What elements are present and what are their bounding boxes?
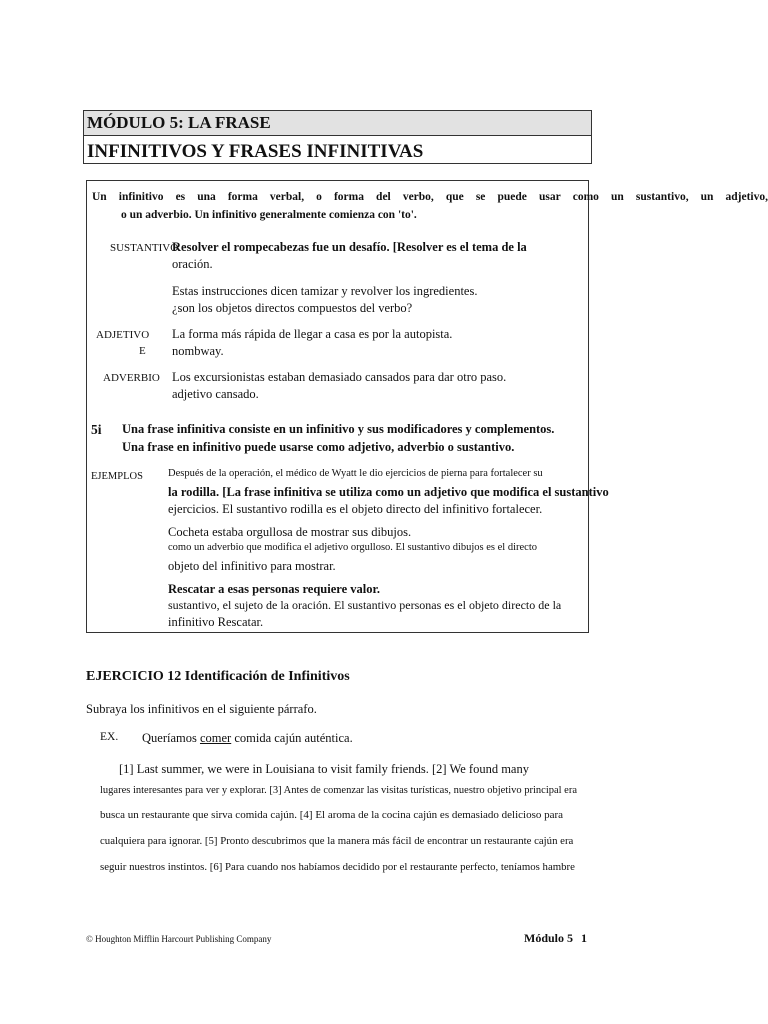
intro-word: o <box>316 191 322 203</box>
ejemplo1-line-3: ejercicios. El sustantivo rodilla es el objeto directo del infinitivo fortalecer. <box>168 502 543 516</box>
paragraph-line-5: seguir nuestros instintos. [6] Para cuando nos habíamos decidido por el restaurante perfecto, teníamos hambre <box>100 861 575 873</box>
exercise-title: EJERCICIO 12 Identificación de Infinitivos <box>86 669 350 684</box>
paragraph-line-4: cualquiera para ignorar. [5] Pronto descubrimos que la manera más fácil de encontrar un restaurante cajún era <box>100 835 574 847</box>
adjetivo-example-line-1: La forma más rápida de llegar a casa es por la autopista. <box>172 327 453 341</box>
exercise-instruction: Subraya los infinitivos en el siguiente párrafo. <box>86 702 317 716</box>
sustantivo-example-line-1: Resolver el rompecabezas fue un desafío. [Resolver es el tema de la <box>172 240 527 254</box>
label-ejemplos: EJEMPLOS <box>91 471 143 482</box>
sustantivo-example-line-2: oración. <box>172 257 213 271</box>
paragraph-line-2: lugares interesantes para ver y explorar. [3] Antes de comenzar las visitas turísticas, nuestro objetivo principal era <box>100 785 578 796</box>
intro-word: como <box>572 191 599 203</box>
intro-word: una <box>197 191 216 203</box>
intro-word: sustantivo, <box>635 191 689 203</box>
label-adverbio: ADVERBIO <box>103 372 160 384</box>
ex-label: EX. <box>100 731 119 743</box>
sustantivo2-line-2: ¿son los objetos directos compuestos del verbo? <box>172 301 413 315</box>
copyright-notice: © Houghton Mifflin Harcourt Publishing Company <box>86 934 272 944</box>
rule-line-1: Una frase infinitiva consiste en un infinitivo y sus modificadores y complementos. <box>122 422 555 436</box>
footer-module: Módulo 5 <box>524 931 574 945</box>
ejemplo3-line-2: sustantivo, el sujeto de la oración. El sustantivo personas es el objeto directo de la <box>168 598 562 612</box>
label-sustantivo: SUSTANTIVO <box>110 242 179 254</box>
intro-word: usar <box>538 191 561 203</box>
paragraph-line-1: [1] Last summer, we were in Louisiana to visit family friends. [2] We found many <box>119 762 529 776</box>
ex-sentence <box>142 731 353 746</box>
adverbio-example-line-2: adjetivo cansado. <box>172 387 259 401</box>
page-number: 1 <box>581 931 587 945</box>
intro-word: un <box>611 191 624 203</box>
intro-word: verbo, <box>402 191 434 203</box>
adjetivo-example-line-2: nombway. <box>172 344 224 358</box>
ejemplo1-line-1: Después de la operación, el médico de Wyatt le dio ejercicios de pierna para fortalecer su <box>168 468 543 479</box>
label-adjetivo-wrap: E <box>139 345 146 357</box>
intro-word: adjetivo, <box>725 191 768 203</box>
module-header <box>83 110 592 164</box>
ex-sentence-before: Queríamos <box>142 731 200 745</box>
label-adjetivo: ADJETIVO <box>96 329 150 341</box>
intro-word: es <box>175 191 186 203</box>
intro-word: del <box>376 191 391 203</box>
module-title: MÓDULO 5: LA FRASE <box>87 113 271 132</box>
section-subtitle: INFINITIVOS Y FRASES INFINITIVAS <box>87 141 424 162</box>
intro-word: puede <box>497 191 527 203</box>
intro-word: infinitivo <box>118 191 164 203</box>
adverbio-example-line-1: Los excursionistas estaban demasiado cansados para dar otro paso. <box>172 370 507 384</box>
paragraph-line-3: busca un restaurante que sirva comida cajún. [4] El aroma de la cocina cajún es demasiado delicioso para <box>100 809 564 821</box>
rule-number: 5i <box>91 422 102 437</box>
ejemplo3-line-3: infinitivo Rescatar. <box>168 615 264 629</box>
sustantivo2-line-1: Estas instrucciones dicen tamizar y revolver los ingredientes. <box>172 284 478 298</box>
intro-word: Un <box>92 191 107 203</box>
ejemplo1-line-2: la rodilla. [La frase infinitiva se utiliza como un adjetivo que modifica el sustantivo <box>168 485 609 499</box>
intro-line-2: o un adverbio. Un infinitivo generalmente comienza con 'to'. <box>121 209 417 221</box>
ejemplo2-line-1: Cocheta estaba orgullosa de mostrar sus dibujos. <box>168 525 412 539</box>
ejemplo2-line-3: objeto del infinitivo para mostrar. <box>168 559 336 573</box>
intro-line-1 <box>92 191 768 203</box>
intro-word: que <box>445 191 464 203</box>
intro-word: verbal, <box>269 191 305 203</box>
intro-word: un <box>700 191 714 203</box>
ejemplo2-line-2: como un adverbio que modifica el adjetivo orgulloso. El sustantivo dibujos es el directo <box>168 542 537 553</box>
ejemplo3-line-1: Rescatar a esas personas requiere valor. <box>168 582 381 596</box>
rule-line-2: Una frase en infinitivo puede usarse como adjetivo, adverbio o sustantivo. <box>122 440 515 454</box>
ex-underlined-infinitive: comer <box>199 731 232 745</box>
intro-word: forma <box>227 191 258 203</box>
intro-word: forma <box>333 191 364 203</box>
intro-word: se <box>475 191 486 203</box>
ex-sentence-after: comida cajún auténtica. <box>231 731 353 745</box>
